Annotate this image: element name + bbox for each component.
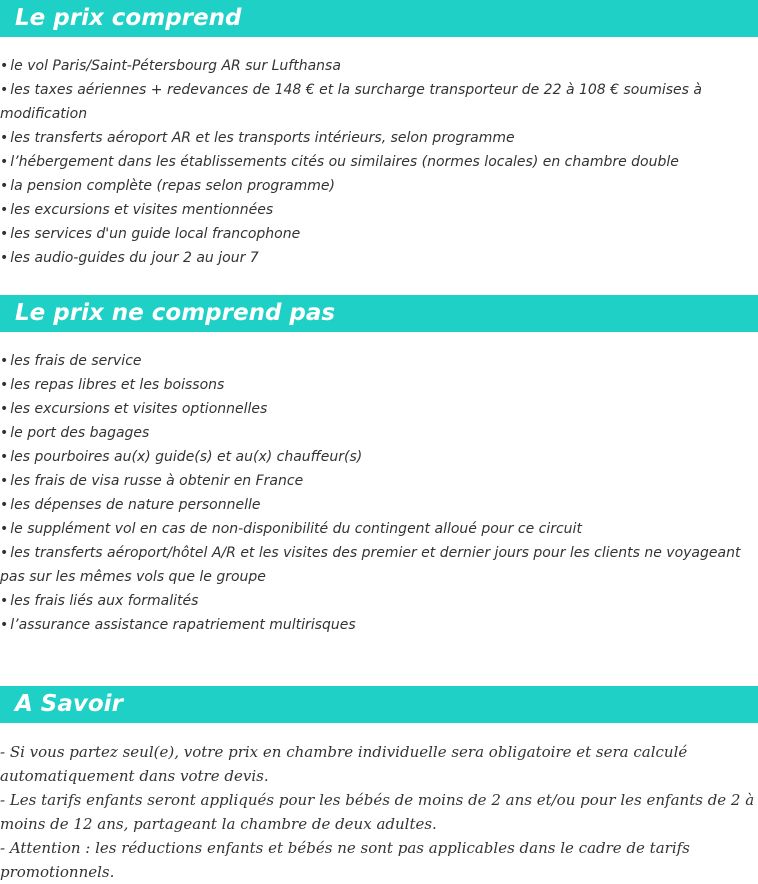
bullet-icon: • xyxy=(0,497,9,513)
section-prix-comprend xyxy=(0,0,758,270)
list-item: • les audio-guides du jour 2 au jour 7 xyxy=(0,250,259,266)
bullet-icon: • xyxy=(0,82,9,98)
list-item: • les pourboires au(x) guide(s) et au(x) chauffeur(s) xyxy=(0,449,363,465)
list-item: • l’hébergement dans les établissements cités ou similaires (normes locales) en chambre double xyxy=(0,154,679,170)
bullet-icon: • xyxy=(0,250,9,266)
list-item: • les excursions et visites optionnelles xyxy=(0,401,268,417)
section-prix-ne-comprend-pas xyxy=(0,295,758,637)
bullet-icon: • xyxy=(0,545,9,561)
bullet-icon: • xyxy=(0,202,9,218)
included-list xyxy=(0,54,758,270)
list-item: • les dépenses de nature personnelle xyxy=(0,497,261,513)
list-item: • le port des bagages xyxy=(0,425,150,441)
bullet-icon: • xyxy=(0,617,9,633)
list-item: • les repas libres et les boissons xyxy=(0,377,225,393)
bullet-icon: • xyxy=(0,58,9,74)
list-item: • les frais de visa russe à obtenir en France xyxy=(0,473,304,489)
bullet-icon: • xyxy=(0,226,9,242)
excluded-list xyxy=(0,349,758,637)
info-paragraph: - Les tarifs enfants seront appliqués pour les bébés de moins de 2 ans et/ou pour les enfants de 2 à moins de 12 ans, partageant la chambre de deux adultes. xyxy=(0,791,755,833)
list-item: • le supplément vol en cas de non-disponibilité du contingent alloué pour ce circuit xyxy=(0,521,582,537)
list-item: • les transferts aéroport/hôtel A/R et les visites des premier et dernier jours pour les clients ne voyageant pas sur les mêmes vols que le groupe xyxy=(0,545,741,585)
list-item: • le vol Paris/Saint-Pétersbourg AR sur Lufthansa xyxy=(0,58,341,74)
bullet-icon: • xyxy=(0,401,9,417)
bullet-icon: • xyxy=(0,521,9,537)
list-item: • les frais de service xyxy=(0,353,142,369)
bullet-icon: • xyxy=(0,154,9,170)
list-item: • les transferts aéroport AR et les transports intérieurs, selon programme xyxy=(0,130,515,146)
list-item: • l’assurance assistance rapatriement multirisques xyxy=(0,617,356,633)
bullet-icon: • xyxy=(0,377,9,393)
section-title: Le prix ne comprend pas xyxy=(0,295,758,332)
bullet-icon: • xyxy=(0,130,9,146)
bullet-icon: • xyxy=(0,178,9,194)
list-item: • les frais liés aux formalités xyxy=(0,593,199,609)
list-item: • les excursions et visites mentionnées xyxy=(0,202,274,218)
section-title: Le prix comprend xyxy=(0,0,758,37)
bullet-icon: • xyxy=(0,473,9,489)
bullet-icon: • xyxy=(0,353,9,369)
bullet-icon: • xyxy=(0,593,9,609)
list-item: • la pension complète (repas selon programme) xyxy=(0,178,335,194)
list-item: • les services d'un guide local francophone xyxy=(0,226,301,242)
info-paragraphs xyxy=(0,740,758,884)
list-item: • les taxes aériennes + redevances de 148 € et la surcharge transporteur de 22 à 108 € soumises à modification xyxy=(0,82,702,122)
info-paragraph: - Attention : les réductions enfants et bébés ne sont pas applicables dans le cadre de tarifs promotionnels. xyxy=(0,839,690,881)
section-title: A Savoir xyxy=(0,686,758,723)
section-a-savoir xyxy=(0,686,758,884)
info-paragraph: - Si vous partez seul(e), votre prix en chambre individuelle sera obligatoire et sera calculé automatiquement dans votre devis. xyxy=(0,743,688,785)
bullet-icon: • xyxy=(0,425,9,441)
bullet-icon: • xyxy=(0,449,9,465)
